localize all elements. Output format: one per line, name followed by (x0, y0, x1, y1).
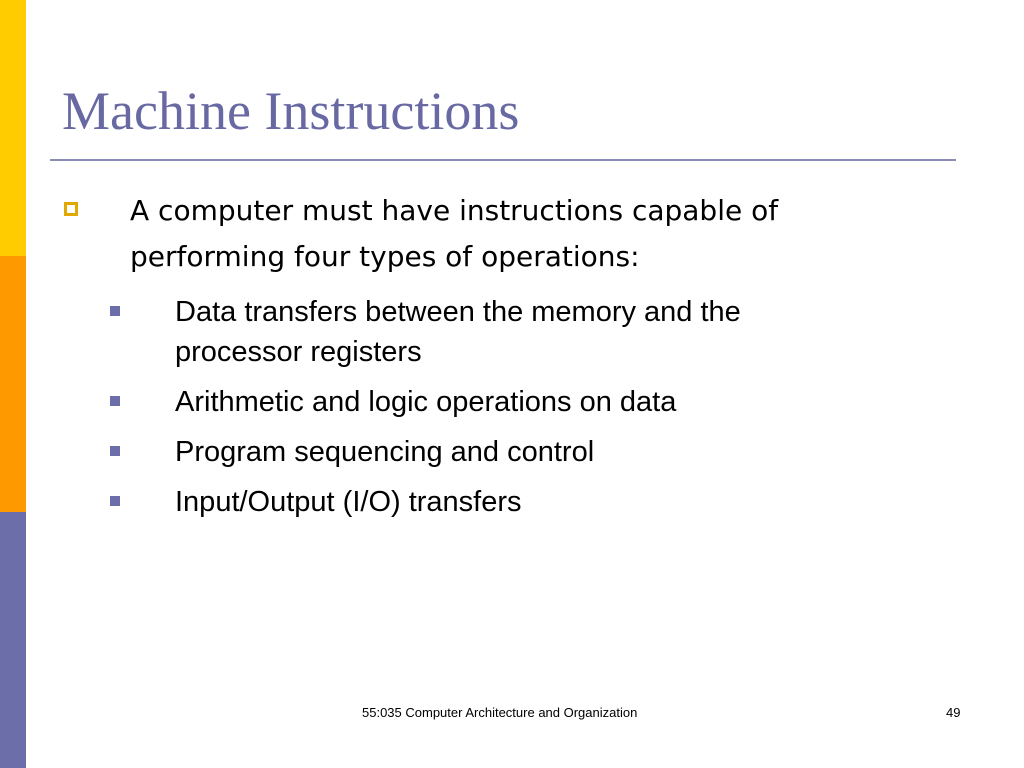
decor-band-yellow (0, 0, 26, 256)
main-bullet-text: A computer must have instructions capable of performing four types of operations: (130, 194, 779, 273)
slide-footer: 55:035 Computer Architecture and Organization (362, 705, 638, 720)
sub-bullet-text: Program sequencing and control (175, 436, 595, 468)
decor-band-purple (0, 512, 26, 768)
sub-bullet-item (110, 482, 870, 522)
slide-title: Machine Instructions (62, 81, 520, 141)
page-number: 49 (946, 705, 961, 720)
sub-bullet-text: Arithmetic and logic operations on data (175, 386, 677, 418)
sub-bullet-item (110, 432, 870, 472)
hollow-square-bullet-icon (64, 202, 78, 216)
square-bullet-icon (110, 396, 120, 406)
sub-bullet-list (110, 292, 870, 532)
sub-bullet-text: Data transfers between the memory and the processor registers (175, 296, 741, 368)
sub-bullet-text: Input/Output (I/O) transfers (175, 486, 522, 518)
square-bullet-icon (110, 496, 120, 506)
title-divider (50, 159, 956, 161)
square-bullet-icon (110, 306, 120, 316)
decor-band-orange (0, 256, 26, 512)
square-bullet-icon (110, 446, 120, 456)
sub-bullet-item (110, 292, 870, 372)
sub-bullet-item (110, 382, 870, 422)
